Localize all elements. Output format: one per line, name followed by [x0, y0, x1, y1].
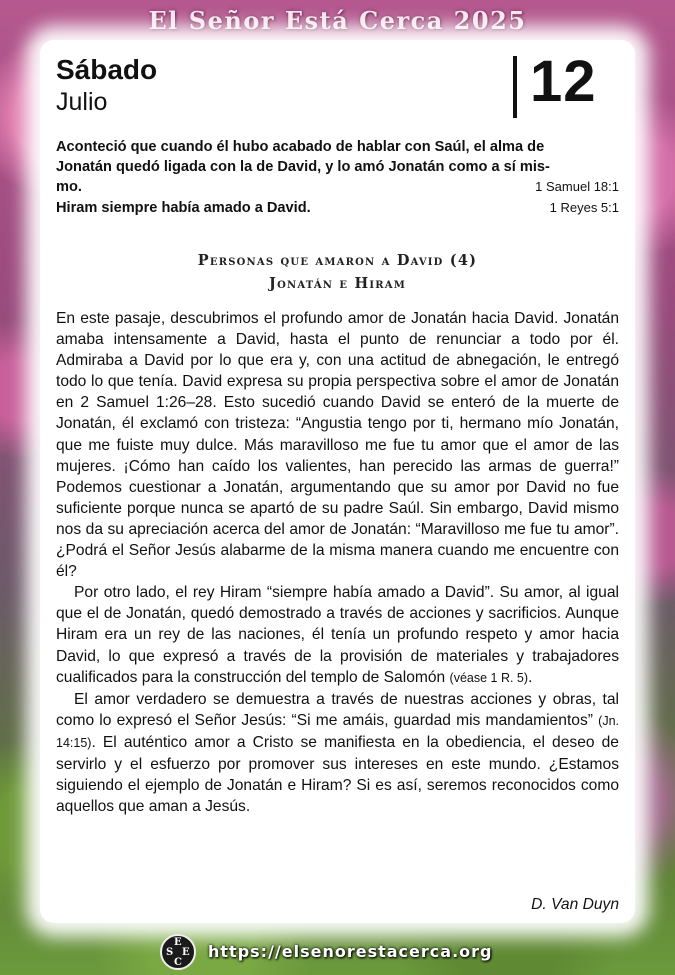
paragraph-3-reference: (Jn. 14:15) — [56, 713, 619, 750]
header-title: El Señor Está Cerca 2025 — [148, 6, 527, 35]
logo-letter-2: S — [166, 947, 174, 958]
month-name: Julio — [56, 88, 108, 116]
article-body — [56, 308, 619, 817]
paragraph-2-end: . — [528, 668, 533, 686]
author-signature: D. Van Duyn — [531, 896, 619, 913]
verse-1-line-2: Jonatán quedó ligada con la de David, y lo amó Jonatán como a sí mis- — [56, 158, 550, 175]
paragraph-3-end: . El auténtico amor a Cristo se manifiesta en la obediencia, el deseo de servirlo y el esfuerzo por promover sus intereses en este mundo. ¿Estamos siguiendo el ejemplo de Jonatán e Hiram? Si es así, seremos reconocidos como aquellos que aman a Jesús. — [56, 733, 619, 816]
paragraph-2-reference: (véase 1 R. 5) — [449, 670, 529, 685]
paragraph-2-text: Por otro lado, el rey Hiram “siempre había amado a David”. Su amor, al igual que el de Jonatán, quedó demostrado a través de acciones y sacrificios. Aunque Hiram era un rey de las naciones, él tenía un profundo respeto y amor hacia David, lo que expresó a través de la provisión de materiales y trabajadores cualificados para la construcción del templo de Salomón — [56, 584, 619, 686]
verse-1-end — [56, 177, 619, 198]
verse-1-line-1: Aconteció que cuando él hubo acabado de hablar con Saúl, el alma de — [56, 139, 545, 155]
verse-2 — [56, 198, 619, 219]
logo-letter-1: E — [174, 937, 182, 948]
date-divider — [513, 56, 517, 118]
verse-1-reference: 1 Samuel 18:1 — [535, 179, 619, 195]
website-link[interactable]: https://elsenorestacerca.org — [208, 942, 493, 961]
date-number: 12 — [530, 49, 597, 114]
logo-letter-3: E — [182, 947, 190, 958]
section-title-line-1: Personas que amaron a David (4) — [197, 252, 478, 269]
section-title — [56, 249, 619, 295]
footer — [160, 932, 520, 972]
verse-2-text: Hiram siempre había amado a David. — [56, 199, 311, 216]
paragraph-3 — [56, 689, 619, 818]
paragraph-1: En este pasaje, descubrimos el profundo amor de Jonatán hacia David. Jonatán amaba intensamente a David, hasta el punto de renunciar a todo por él. Admiraba a David por lo que era y, con una actitud de abnegación, le entregó todo lo que tenía. David expresa su propia perspectiva sobre el amor de Jonatán en 2 Samuel 1:26–28. Esto sucedió cuando David se enteró de la muerte de Jonatán, él exclamó con tristeza: “Angustia tengo por ti, hermano mío Jonatán, que me fuiste muy dulce. Más maravilloso me fue tu amor que el amor de las mujeres. ¡Cómo han caído los valientes, han perecido las armas de guerra!” Podemos cuestionar a Jonatán, argumentando que su amor por David no fue suficiente porque nunca se apartó de su padre Saúl. Sin embargo, David mismo nos da su apreciación acerca del amor de Jonatán: “Maravilloso me fue tu amor”. ¿Podrá el Señor Jesús alabarme de la misma manera cuando me encuentre con él? — [56, 310, 619, 581]
logo-letter-4: C — [174, 957, 182, 968]
verse-block — [56, 138, 619, 218]
verse-2-reference: 1 Reyes 5:1 — [549, 199, 619, 215]
paragraph-2 — [56, 582, 619, 688]
day-name: Sábado — [56, 54, 158, 85]
section-title-line-2: Jonatán e Hiram — [269, 275, 406, 292]
paragraph-3-text: El amor verdadero se demuestra a través de nuestras acciones y obras, tal como lo expresó el Señor Jesús: “Si me amáis, guardad mis mandamientos” — [56, 690, 619, 729]
site-logo-icon — [160, 934, 196, 970]
verse-1-line-3: mo. — [56, 179, 82, 196]
